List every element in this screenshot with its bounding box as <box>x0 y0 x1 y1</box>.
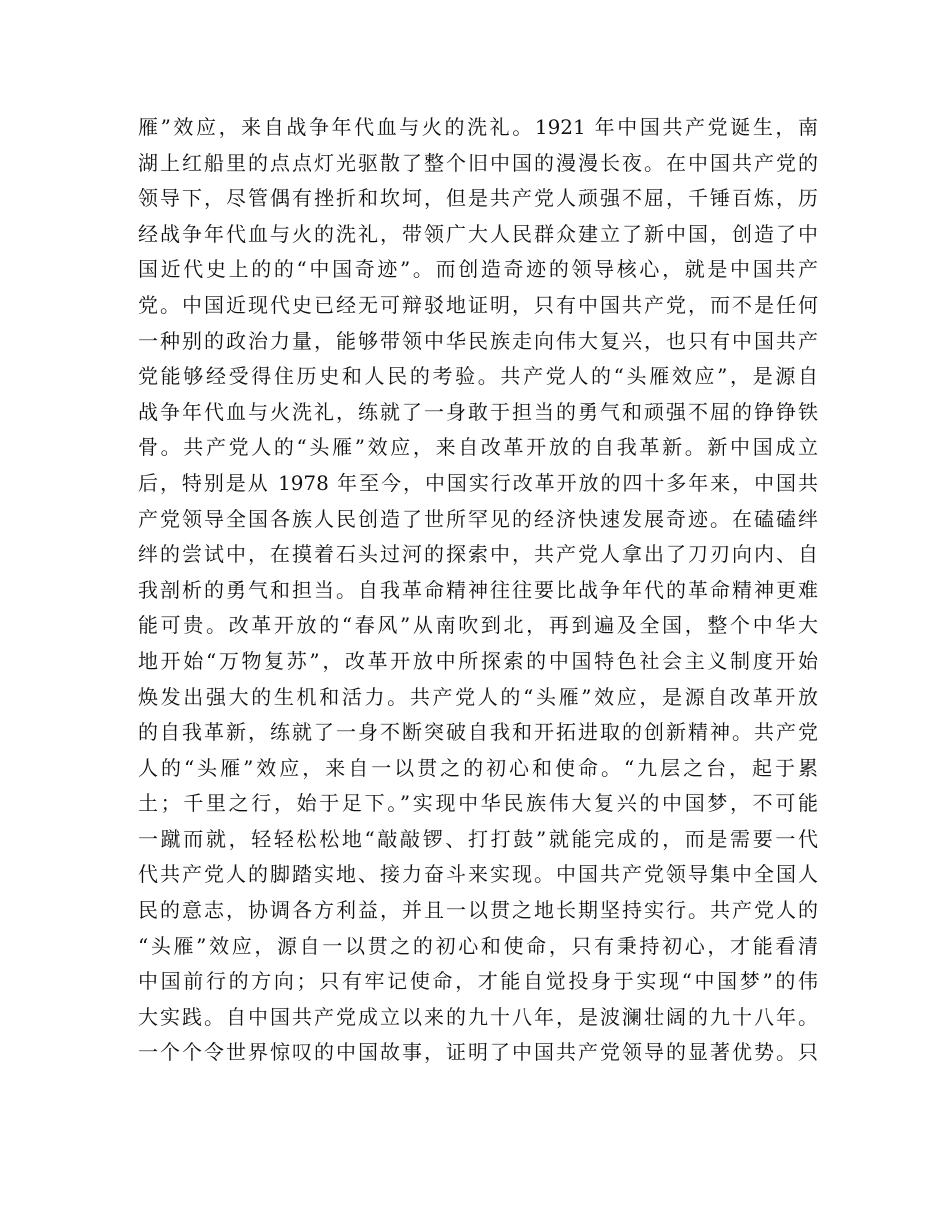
text-line: 的自我革新，练就了一身不断突破自我和开拓进取的创新精神。共产党 <box>138 720 818 745</box>
text-line: 一蹴而就，轻轻松松地“敲敲锣、打打鼓”就能完成的，而是需要一代 <box>138 826 818 851</box>
text-line: 大实践。自中国共产党成立以来的九十八年，是波澜壮阔的九十八年。 <box>138 1004 818 1029</box>
text-line: 绊的尝试中，在摸着石头过河的探索中，共产党人拿出了刀刃向内、自 <box>138 542 818 567</box>
text-line: 党能够经受得住历史和人民的考验。共产党人的“头雁效应”，是源自 <box>138 364 818 389</box>
text-line: 雁”效应，来自战争年代血与火的洗礼。1921 年中国共产党诞生，南 <box>138 115 818 139</box>
text-line: 我剖析的勇气和担当。自我革命精神往往要比战争年代的革命精神更难 <box>138 577 818 602</box>
text-line: 一种别的政治力量，能够带领中华民族走向伟大复兴，也只有中国共产 <box>138 328 818 353</box>
text-line: 焕发出强大的生机和活力。共产党人的“头雁”效应，是源自改革开放 <box>138 684 818 709</box>
text-line: 党。中国近现代史已经无可辩驳地证明，只有中国共产党，而不是任何 <box>138 292 818 317</box>
text-line: 土；千里之行，始于足下。”实现中华民族伟大复兴的中国梦，不可能 <box>138 791 818 816</box>
text-line: 民的意志，协调各方利益，并且一以贯之地长期坚持实行。共产党人的 <box>138 898 818 923</box>
text-line: “头雁”效应，源自一以贯之的初心和使命，只有秉持初心，才能看清 <box>138 933 818 958</box>
text-line: 领导下，尽管偶有挫折和坎坷，但是共产党人顽强不屈，千锤百炼，历 <box>138 186 818 211</box>
body-text <box>138 110 818 1071</box>
text-line: 骨。共产党人的“头雁”效应，来自改革开放的自我革新。新中国成立 <box>138 435 818 460</box>
text-line: 战争年代血与火洗礼，练就了一身敢于担当的勇气和顽强不屈的铮铮铁 <box>138 399 818 424</box>
text-line: 国近代史上的的“中国奇迹”。而创造奇迹的领导核心，就是中国共产 <box>138 257 818 282</box>
text-line: 代共产党人的脚踏实地、接力奋斗来实现。中国共产党领导集中全国人 <box>138 862 818 887</box>
text-line: 能可贵。改革开放的“春风”从南吹到北，再到遍及全国，整个中华大 <box>138 613 818 638</box>
text-line: 中国前行的方向；只有牢记使命，才能自觉投身于实现“中国梦”的伟 <box>138 969 818 994</box>
text-line: 产党领导全国各族人民创造了世所罕见的经济快速发展奇迹。在磕磕绊 <box>138 506 818 531</box>
text-line: 后，特别是从 1978 年至今，中国实行改革开放的四十多年来，中国共 <box>138 470 818 495</box>
text-line: 湖上红船里的点点灯光驱散了整个旧中国的漫漫长夜。在中国共产党的 <box>138 150 818 175</box>
text-line: 一个个令世界惊叹的中国故事，证明了中国共产党领导的显著优势。只 <box>138 1040 818 1065</box>
text-line: 地开始“万物复苏”，改革开放中所探索的中国特色社会主义制度开始 <box>138 648 818 673</box>
text-line: 人的“头雁”效应，来自一以贯之的初心和使命。“九层之台，起于累 <box>138 755 818 780</box>
text-line: 经战争年代血与火的洗礼，带领广大人民群众建立了新中国，创造了中 <box>138 221 818 246</box>
